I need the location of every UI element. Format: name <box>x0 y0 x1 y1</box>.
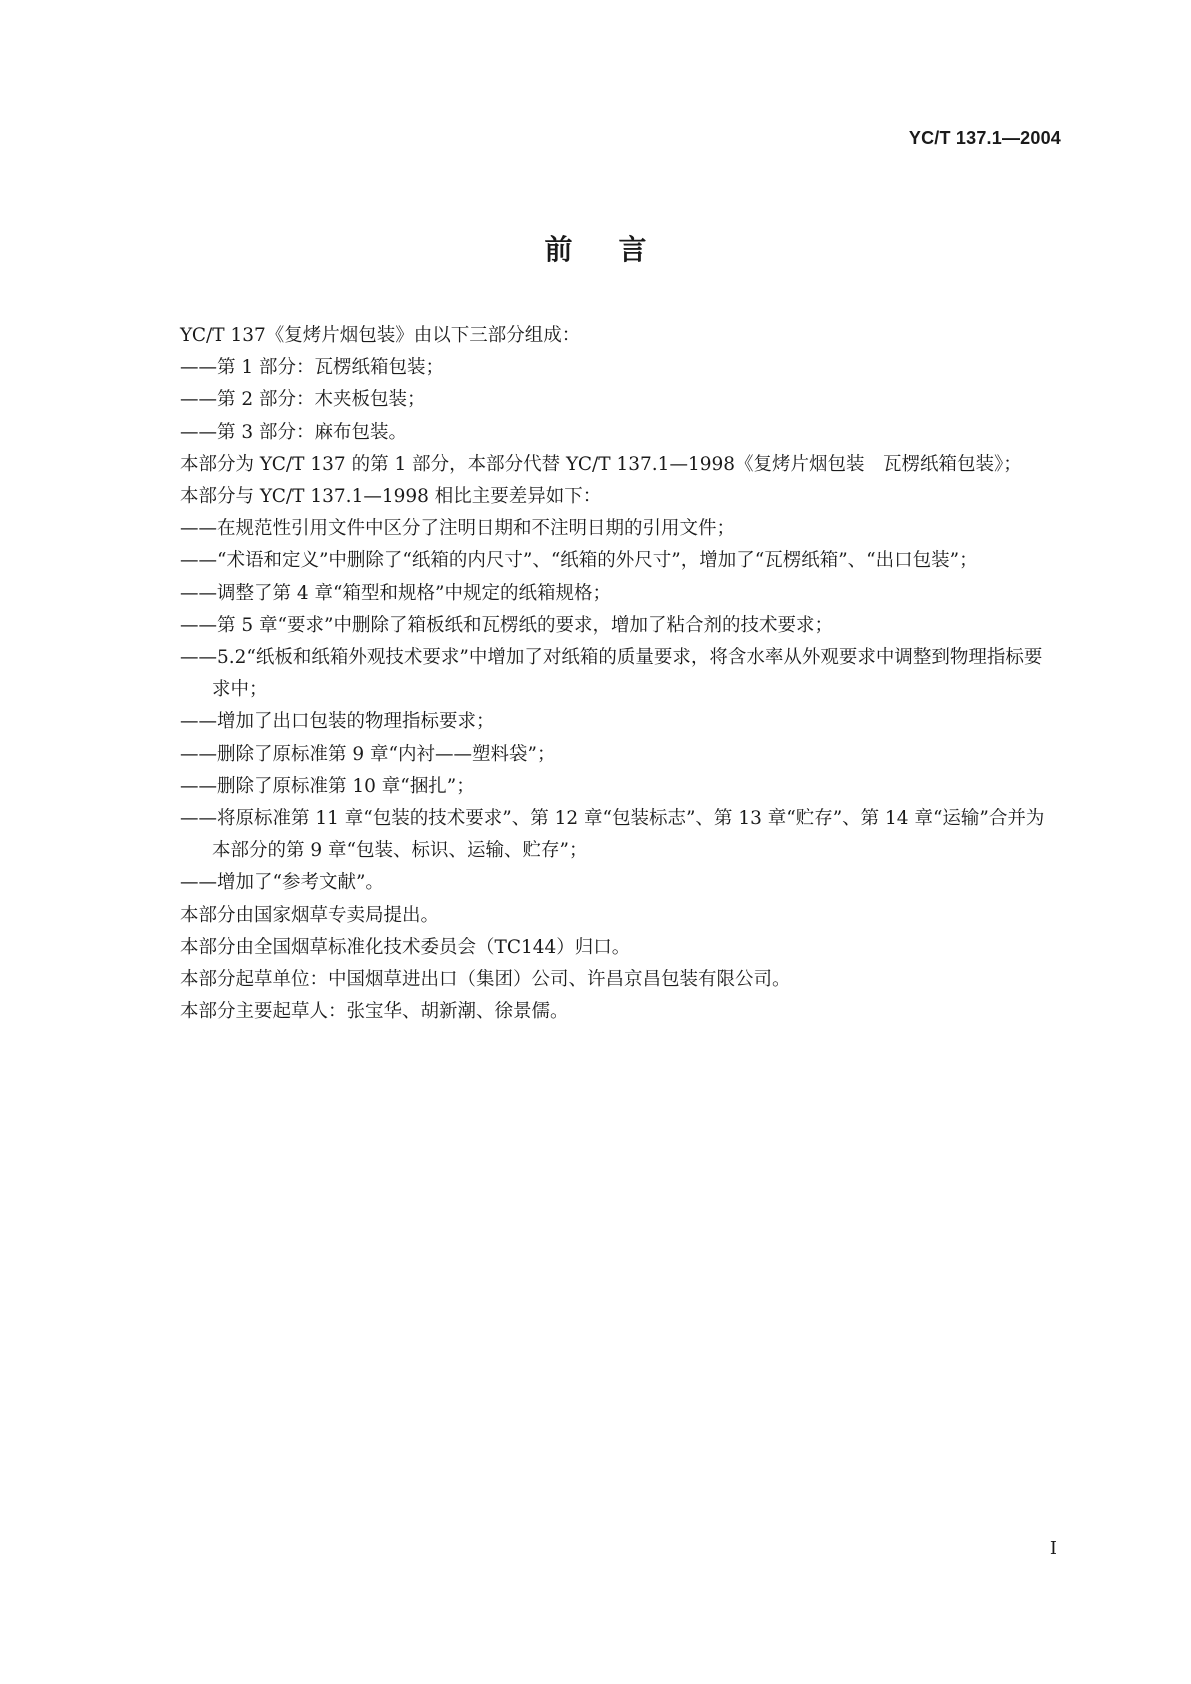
replace-note-paragraph: 本部分为 YC/T 137 的第 1 部分，本部分代替 YC/T 137.1—1998《复烤片烟包装 瓦楞纸箱包装》； <box>180 453 1022 475</box>
page-title: 前言 <box>544 233 693 266</box>
diff-intro-paragraph: 本部分与 YC/T 137.1—1998 相比主要差异如下： <box>180 486 602 508</box>
proposed-by-paragraph: 本部分由国家烟草专卖局提出。 <box>180 904 440 926</box>
diff-item: ——删除了原标准第 10 章“捆扎”； <box>180 775 475 797</box>
drafting-units-paragraph: 本部分起草单位：中国烟草进出口（集团）公司、许昌京昌包装有限公司。 <box>180 969 791 991</box>
diff-item: ——第 5 章“要求”中删除了箱板纸和瓦楞纸的要求，增加了粘合剂的技术要求； <box>180 614 833 636</box>
part-item: ——第 2 部分：木夹板包装； <box>180 389 426 411</box>
diff-item: ——“术语和定义”中删除了“纸箱的内尺寸”、“纸箱的外尺寸”，增加了“瓦楞纸箱”、“出口包装”； <box>180 550 978 572</box>
page-number: I <box>1049 1538 1057 1559</box>
intro-paragraph: YC/T 137《复烤片烟包装》由以下三部分组成： <box>180 325 581 346</box>
diff-item: ——删除了原标准第 9 章“内衬——塑料袋”； <box>180 743 556 765</box>
diff-item: ——将原标准第 11 章“包装的技术要求”、第 12 章“包装标志”、第 13 章“贮存”、第 14 章“运输”合并为本部分的第 9 章“包装、标识、运输、贮存”； <box>180 808 1045 862</box>
diff-item: ——增加了“参考文献”。 <box>180 872 384 894</box>
diff-item: ——增加了出口包装的物理指标要求； <box>180 711 495 733</box>
diff-item: ——在规范性引用文件中区分了注明日期和不注明日期的引用文件； <box>180 518 736 540</box>
centralized-by-paragraph: 本部分由全国烟草标准化技术委员会（TC144）归口。 <box>180 936 631 958</box>
drafters-paragraph: 本部分主要起草人：张宝华、胡新潮、徐景儒。 <box>180 1001 569 1023</box>
standard-code: YC/T 137.1—2004 <box>908 128 1061 148</box>
part-item: ——第 3 部分：麻布包装。 <box>180 421 408 443</box>
diff-item: ——调整了第 4 章“箱型和规格”中规定的纸箱规格； <box>180 582 611 604</box>
foreword-body <box>143 320 1053 1028</box>
part-item: ——第 1 部分：瓦楞纸箱包装； <box>180 357 445 379</box>
diff-item: ——5.2“纸板和纸箱外观技术要求”中增加了对纸箱的质量要求，将含水率从外观要求中调整到物理指标要求中； <box>180 647 1043 701</box>
